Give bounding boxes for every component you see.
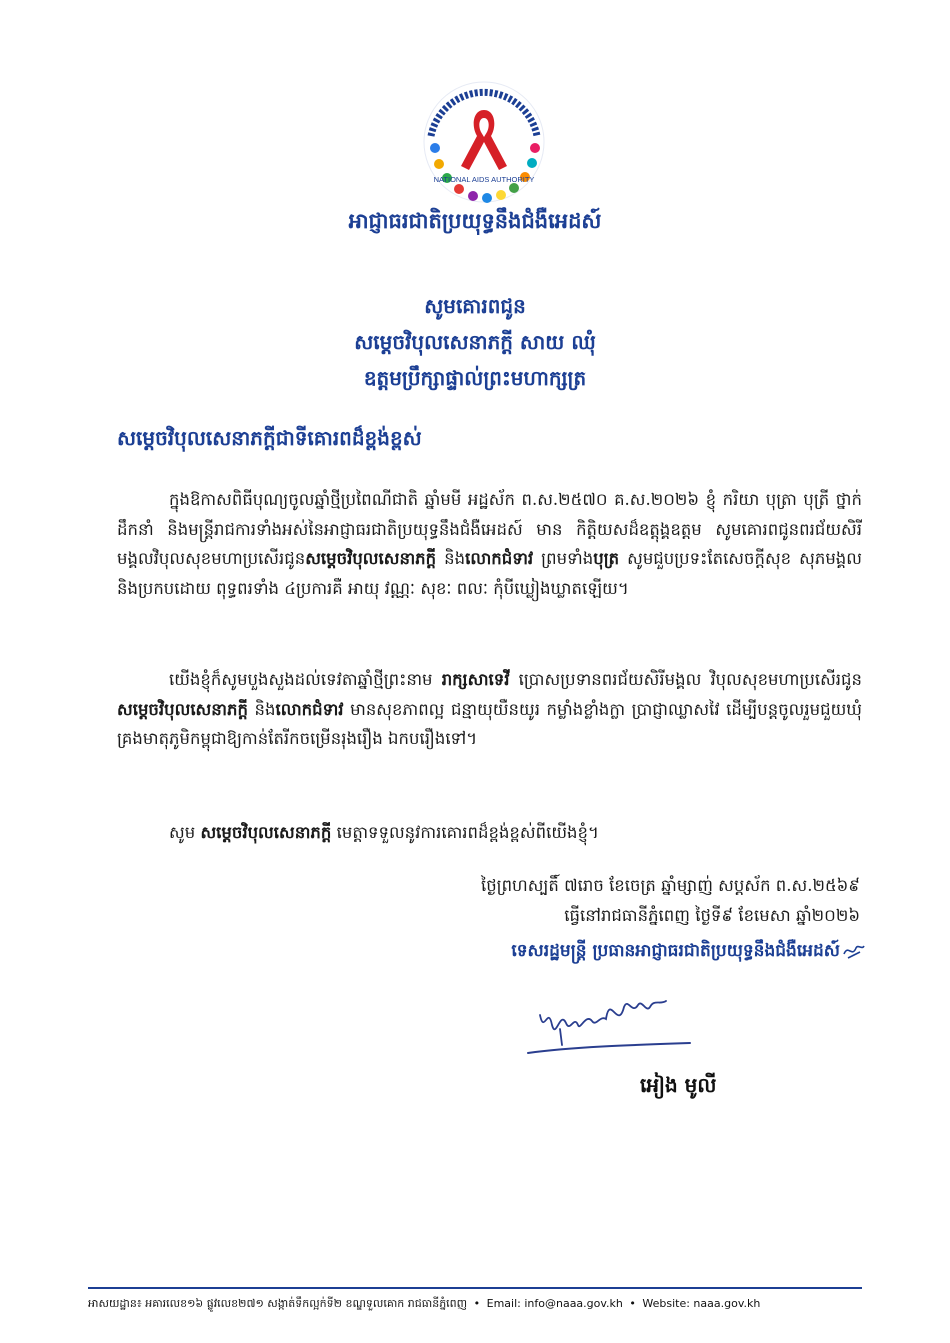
bold-name: សម្តេចវិបុលសេនាភក្តី [200,823,332,842]
solar-date: ធ្វើនៅរាជធានីភ្នំពេញ ថ្ងៃទី៩ ខែមេសា ឆ្នាំ២០២៦ [564,906,860,925]
signer-name: អៀង មូលី [640,1073,717,1097]
lunar-date: ថ្ងៃព្រហស្បតិ៍ ៧រោច ខែចេត្រ ឆ្នាំម្សាញ់ សប្តស័ក ព.ស.២៥៦៩ [480,876,860,895]
address-line-1: សូមគោរពជូន [424,294,526,318]
initial-mark-icon [842,940,866,962]
signature-icon [520,985,695,1065]
bold-name: លោកជំទាវ [275,699,344,719]
footer-bullet: • [473,1297,481,1310]
organization-name: អាជ្ញាធរជាតិប្រយុទ្ធនឹងជំងឺអេដស៍ [348,209,602,233]
paragraph-1: ក្នុងឱកាសពិធីបុណ្យចូលឆ្នាំថ្មីប្រពៃណីជាតិ ឆ្នាំមមី អដ្ឋស័ក ព.ស.២៥៧០ គ.ស.២០២៦ ខ្ញុំ ករិយា បុត្រា បុត្រី ថ្នាក់ដឹកនាំ និងមន្ត្រីរាជការទាំងអស់នៃអាជ្ញាធរជាតិប្រយុទ្ធនឹងជំងឺអេដស៍ មាន កិត្តិយសដ៏ឧត្តុង្គឧត្តម សូមគោរពជូនពរជ័យសិរីមង្គលវិបុលសុខមហាប្រសើរជូនសម្តេចវិបុលសេនាភក្តី និងលោកជំទាវ ព្រមទាំងបុត្រ សូមជួបប្រទះតែសេចក្តីសុខ សុភមង្គល និងប្រកបដោយ ពុទ្ធពរទាំង ៤ប្រការគឺ អាយុ វណ្ណៈ សុខៈ ពលៈ កុំបីឃ្លៀងឃ្លាតឡើយ។ [117,490,862,598]
footer-divider [88,1287,862,1289]
footer-website[interactable]: Website: naaa.gov.kh [642,1297,761,1310]
footer-address: អាសយដ្ឋាន៖ អគារលេខ១៦ ផ្លូវលេខ២៧១ សង្កាត់ទឹកល្អក់ទី២ ខណ្ឌទួលគោក រាជធានីភ្នំពេញ [88,1297,468,1310]
paragraph-3: សូម សម្តេចវិបុលសេនាភក្តី មេត្តាទទួលនូវការគោរពដ៏ខ្ពង់ខ្ពស់ពីយើងខ្ញុំ។ [169,823,599,842]
people-ring-icon [430,143,540,203]
paragraph-2: យើងខ្ញុំក៏សូមបួងសួងដល់ទេវតាឆ្នាំថ្មីព្រះនាម រាក្សសាទេវី ប្រោសប្រទានពរជ័យសិរីមង្គល វិបុលសុខមហាប្រសើរជូន សម្តេចវិបុលសេនាភក្តី និងលោកជំទាវ មានសុខភាពល្អ ជន្មាយុយឺនយូរ កម្លាំងខ្លាំងក្លា ប្រាជ្ញាឈ្លាសវៃ ដើម្បីបន្តចូលរួមជួយឃុំគ្រងមាតុភូមិកម្ពុជាឱ្យកាន់តែរីកចម្រើនរុងរឿង ឯកបរឿងទៅ។ [117,670,862,748]
logo-caption: NATIONAL AIDS AUTHORITY [433,175,535,184]
footer-email[interactable]: Email: info@naaa.gov.kh [486,1297,623,1310]
bold-name: សម្តេចវិបុលសេនាភក្តី [117,699,248,719]
signer-title: ទេសរដ្ឋមន្ត្រី ប្រធានអាជ្ញាធរជាតិប្រយុទ្ធនឹងជំងឺអេដស៍ [511,941,840,961]
footer-bullet: • [629,1297,636,1310]
footer [88,1297,878,1313]
national-aids-authority-logo [417,78,551,206]
bold-name: លោកជំទាវ [465,549,534,568]
bold-name: សម្តេចវិបុលសេនាភក្តី [305,549,437,568]
salutation: សម្តេចវិបុលសេនាភក្តីជាទីគោរពដ៏ខ្ពង់ខ្ពស់ [117,426,422,450]
bold-name: រាក្សសាទេវី [441,670,510,689]
red-ribbon-icon [461,110,507,170]
bold-name: បុត្រ [593,549,620,568]
address-line-3: ឧត្តមប្រឹក្សាផ្ទាល់ព្រះមហាក្សត្រ [363,366,587,390]
address-line-2: សម្តេចវិបុលសេនាភក្តី សាយ ឈុំ [354,330,596,354]
